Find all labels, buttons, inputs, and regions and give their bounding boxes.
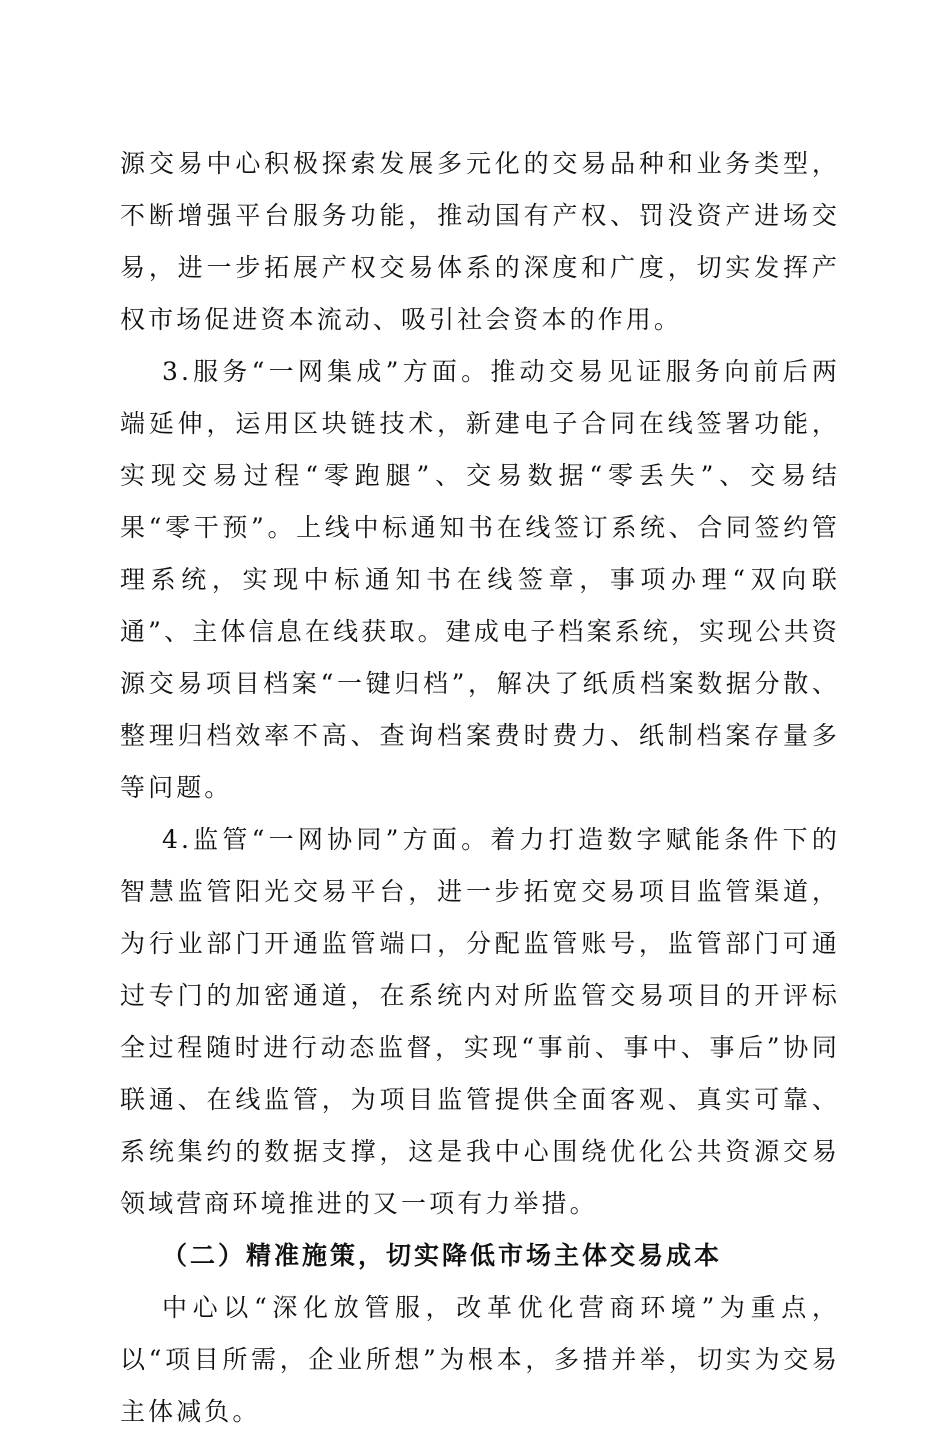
section-heading: （二）精准施策，切实降低市场主体交易成本: [162, 1241, 723, 1270]
document-body: [120, 138, 840, 1438]
paragraph-service-integration: 3.服务“一网集成”方面。推动交易见证服务向前后两端延伸，运用区块链技术，新建电子合同在线签署功能，实现交易过程“零跑腿”、交易数据“零丢失”、交易结果“零干预”。上线中标通知书在线签订系统、合同签约管理系统，实现中标通知书在线签章，事项办理“双向联通”、主体信息在线获取。建成电子档案系统，实现公共资源交易项目档案“一键归档”，解决了纸质档案数据分散、整理归档效率不高、查询档案费时费力、纸制档案存量多等问题。: [120, 357, 840, 802]
paragraph-cost-reduction: 中心以“深化放管服，改革优化营商环境”为重点，以“项目所需，企业所想”为根本，多措并举，切实为交易主体减负。: [120, 1293, 840, 1426]
paragraph-supervision-coordination: 4.监管“一网协同”方面。着力打造数字赋能条件下的智慧监管阳光交易平台，进一步拓宽交易项目监管渠道，为行业部门开通监管端口，分配监管账号，监管部门可通过专门的加密通道，在系统内对所监管交易项目的开评标全过程随时进行动态监督，实现“事前、事中、事后”协同联通、在线监管，为项目监管提供全面客观、真实可靠、系统集约的数据支撑，这是我中心围绕优化公共资源交易领域营商环境推进的又一项有力举措。: [120, 825, 840, 1218]
paragraph-continuation: 源交易中心积极探索发展多元化的交易品种和业务类型，不断增强平台服务功能，推动国有产权、罚没资产进场交易，进一步拓展产权交易体系的深度和广度，切实发挥产权市场促进资本流动、吸引社会资本的作用。: [120, 149, 840, 334]
